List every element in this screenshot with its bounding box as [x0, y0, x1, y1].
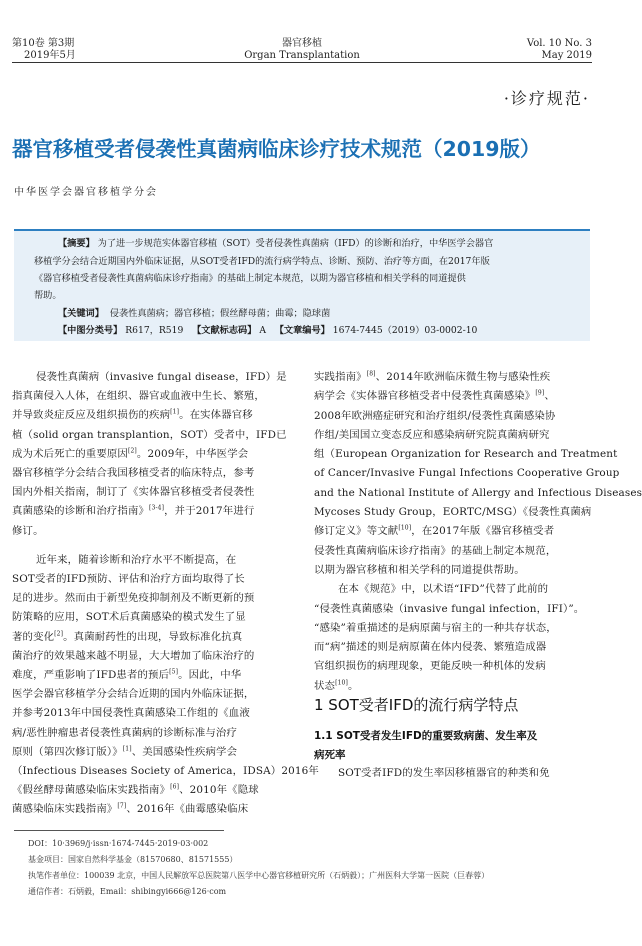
body-paragraph-line: “感染”着重描述的是病原菌与宿主的一种共存状态， [314, 621, 557, 634]
citation-ref[interactable]: [1] [170, 408, 180, 416]
classification-line [58, 322, 477, 340]
citation-ref[interactable]: [10] [398, 524, 412, 532]
header-divider [12, 62, 592, 63]
body-paragraph-line: “侵袭性真菌感染（invasive fungal infection，IFI）”。 [314, 602, 585, 615]
footnotes [14, 836, 489, 900]
author-line: 中华医学会器官移植学分会 [14, 187, 158, 198]
abstract-line: 帮助。 [34, 290, 62, 301]
right-column [314, 368, 642, 696]
abstract-box [14, 229, 590, 341]
journal-name-cn: 器官移植 [282, 38, 322, 49]
abstract-line: 【摘要】 为了进一步规范实体器官移植（SOT）受者侵袭性真菌病（IFD）的诊断和治疗，中华医学会器官 [58, 238, 494, 249]
body-paragraph-line: 国内外相关指南，制订了《实体器官移植受者侵袭性 [12, 486, 255, 499]
issue-date: 2019年5月 [24, 50, 76, 61]
citation-ref[interactable]: [10] [335, 679, 349, 687]
body-paragraph-line: of Cancer/Invasive Fungal Infections Cooperative Group [314, 467, 620, 480]
footnote-correspondence: 通信作者：石炳毅，Email：shibingyi666@126·com [28, 887, 227, 896]
body-paragraph-line: SOT受者的IFD预防、评估和治疗方面均取得了长 [12, 573, 245, 586]
body-paragraph-line: 器官移植学分会结合我国移植受者的临床特点，参考 [12, 467, 255, 480]
body-paragraph-line: 2008年欧洲癌症研究和治疗组织/侵袭性真菌感染协 [314, 409, 556, 422]
keywords-line [58, 305, 330, 323]
body-paragraph-line: 侵袭性真菌病（invasive fungal disease，IFD）是 [36, 371, 287, 383]
body-paragraph-line: 指真菌侵入人体，在组织、器官或血液中生长、繁殖， [12, 390, 265, 403]
article-title: 器官移植受者侵袭性真菌病临床诊疗技术规范（2019版） [12, 137, 541, 161]
citation-ref[interactable]: [9] [535, 389, 545, 397]
article-number-label: 【文章编号】 [274, 325, 330, 336]
footnote-funding: 基金项目：国家自然科学基金（81570680、81571555） [28, 855, 238, 864]
article-number-value: 1674-7445（2019）03-0002-10 [332, 325, 478, 336]
body-paragraph-line: 而“病”描述的则是病原菌在体内侵袭、繁殖造成器 [314, 641, 547, 654]
footnote-doi: DOI：10·3969/j·issn·1674-7445·2019·03·002 [28, 839, 209, 848]
body-paragraph-line: 修订。 [12, 524, 44, 537]
body-paragraph-line: 修订定义》等文献[10]，在2017年版《器官移植受者 [314, 524, 555, 538]
section-heading: 1 SOT受者IFD的流行病学特点 [314, 696, 519, 714]
body-paragraph-line: 作组/美国国立变态反应和感染病研究院真菌病研究 [314, 428, 550, 441]
citation-ref[interactable]: [1] [122, 745, 132, 753]
body-paragraph-line: 以期为器官移植和相关学科的同道提供帮助。 [314, 563, 525, 576]
footnote-affiliation: 执笔作者单位：100039 北京，中国人民解放军总医院第八医学中心器官移植研究所（石炳毅）；广州医科大学第一医院（巨春蓉） [28, 871, 490, 880]
body-paragraph-line: 实践指南》[8]、2014年欧洲临床微生物与感染性疾 [314, 370, 551, 383]
body-paragraph-line: 病学会《实体器官移植受者中侵袭性真菌感染》[9]、 [314, 389, 555, 403]
cls-value: R617，R519 [125, 325, 184, 336]
body-paragraph-line: 状态[10]。 [314, 679, 359, 692]
body-paragraph-line: Mycoses Study Group，EORTC/MSG）《侵袭性真菌病 [314, 506, 592, 519]
keywords: 侵袭性真菌病；器官移植；假丝酵母菌；曲霉；隐球菌 [109, 308, 331, 319]
body-paragraph-line: 植（solid organ transplantion，SOT）受者中，IFD已 [12, 428, 287, 441]
body-paragraph-line: 《假丝酵母菌感染临床实践指南》[6]、2010年《隐球 [12, 783, 259, 797]
body-paragraph-line: 侵袭性真菌病临床诊疗指南》的基础上制定本规范， [314, 544, 557, 557]
body-paragraph-line: 菌感染临床实践指南》[7]、2016年《曲霉感染临床 [12, 803, 249, 816]
body-paragraph-line: 近年来，随着诊断和治疗水平不断提高，在 [36, 553, 237, 566]
cls-label: 【中图分类号】 [58, 325, 123, 336]
body-paragraph-line: 组（European Organization for Research and Treatment [314, 448, 618, 461]
left-column [12, 368, 319, 820]
keywords-label: 【关键词】 [58, 308, 104, 319]
citation-ref[interactable]: [2] [127, 447, 137, 455]
body-paragraph-line: 成为术后死亡的重要原因[2]。2009年，中华医学会 [12, 447, 249, 460]
body-paragraph-line: SOT受者IFD的发生率因移植器官的种类和免 [338, 767, 550, 779]
citation-ref[interactable]: [2] [54, 630, 64, 638]
body-paragraph-line: 在本《规范》中，以术语“IFD”代替了此前的 [338, 583, 549, 596]
citation-ref[interactable]: [7] [117, 803, 127, 810]
journal-name-en: Organ Transplantation [244, 50, 360, 61]
paragraph-gap [12, 541, 296, 551]
doc-code-label: 【文献标志码】 [192, 325, 257, 336]
footnote-divider [14, 830, 224, 831]
doc-code-value: A [259, 325, 266, 336]
body-paragraph-line: 医学会器官移植学分会结合近期的国内外临床证据， [12, 688, 255, 701]
body-paragraph-line: 官组织损伤的病理现象，更能反映一种机体的发病 [314, 660, 546, 673]
body-paragraph-line: and the National Institute of Allergy and Infectious Diseases [314, 486, 642, 499]
body-paragraph-line: （Infectious Diseases Society of America，IDSA）2016年 [12, 765, 319, 778]
abstract-label: 【摘要】 [58, 238, 95, 249]
issue-volume-en: Vol. 10 No. 3 [526, 38, 592, 49]
body-paragraph-line: 足的进步。然而由于新型免疫抑制剂及不断更新的预 [12, 592, 255, 605]
body-paragraph-line: 菌治疗的效果越来越不明显，大大增加了临床治疗的 [12, 649, 255, 662]
body-paragraph-line: 原则（第四次修订版）》[1]、美国感染性疾病学会 [12, 745, 238, 758]
subsection-heading: 1.1 SOT受者发生IFD的重要致病菌、发生率及 病死率 [314, 730, 538, 761]
journal-name [0, 38, 604, 62]
body-paragraph-line: 难度，严重影响了IFD患者的预后[5]。因此，中华 [12, 668, 242, 682]
citation-ref[interactable]: [8] [366, 370, 376, 378]
abstract-line: 《器官移植受者侵袭性真菌病临床诊疗指南》的基础上制定本规范，以期为器官移植和相关学科的同道提供 [34, 273, 466, 284]
body-paragraph-line: 病/恶性肿瘤患者侵袭性真菌病的诊断标准与治疗 [12, 726, 238, 739]
issue-date-en: May 2019 [541, 50, 592, 61]
body-paragraph-line: 著的变化[2]。真菌耐药性的出现，导致标准化抗真 [12, 630, 243, 643]
issue-volume: 第10卷 第3期 [12, 38, 75, 49]
body-paragraph-line: 真菌感染的诊断和治疗指南》[3-4]，并于2017年进行 [12, 504, 255, 518]
body-paragraph-line: 并导致炎症反应及组织损伤的疾病[1]。在实体器官移 [12, 408, 253, 422]
body-paragraph-line: 并参考2013年中国侵袭性真菌感染工作组的《血液 [12, 707, 250, 720]
citation-ref[interactable]: [5] [169, 668, 179, 676]
body-paragraph-line: 防策略的应用，SOT术后真菌感染的模式发生了显 [12, 611, 246, 624]
citation-ref[interactable]: [6] [170, 783, 180, 791]
abstract-line: 移植学分会结合近期国内外临床证据，从SOT受者IFD的流行病学特点、诊断、预防、治疗等方面，在2017年版 [34, 256, 490, 267]
journal-issue-en [527, 38, 592, 62]
citation-ref[interactable]: [3-4] [149, 504, 165, 512]
section-tag: ·诊疗规范· [503, 89, 590, 108]
